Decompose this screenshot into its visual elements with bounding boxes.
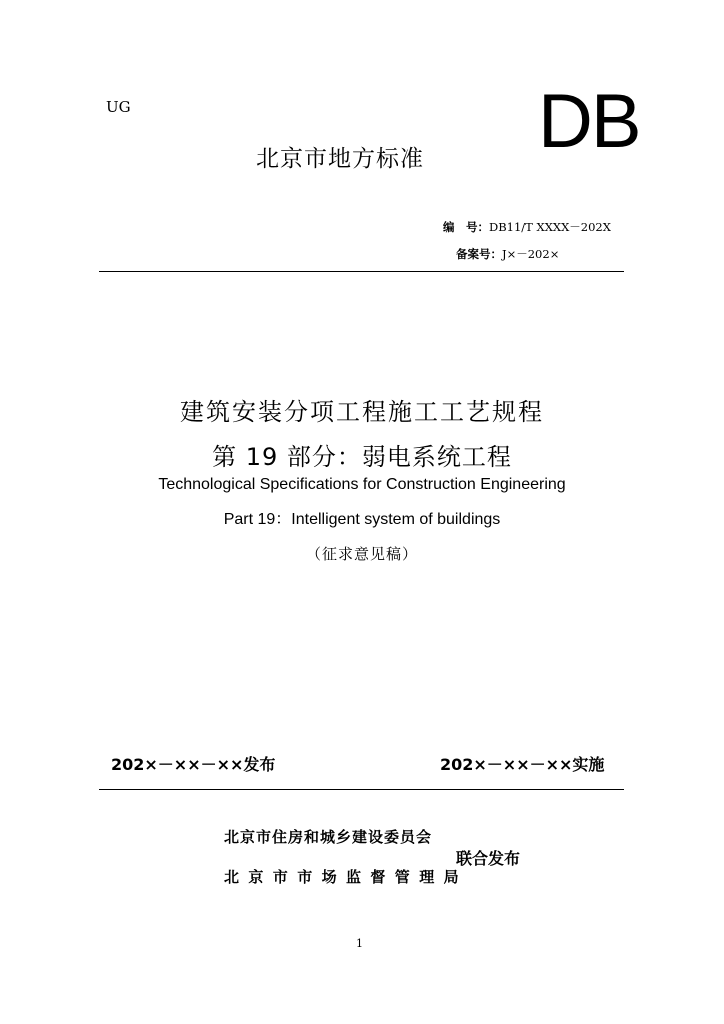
title-cn-line2: 第 19 部分：弱电系统工程	[212, 443, 512, 471]
standard-code-line	[443, 219, 611, 235]
issuer-market-regulation: 北京市市场监督管理局	[224, 868, 469, 886]
issue-date: 202×－××－××发布	[111, 755, 276, 774]
record-number-value: J×－202×	[502, 247, 560, 261]
record-number-line	[456, 246, 559, 262]
title-en-line1: Technological Specifications for Construction Engineering	[158, 476, 566, 493]
header-divider	[99, 271, 624, 272]
issuer-housing-commission: 北京市住房和城乡建设委员会	[224, 828, 433, 846]
title-cn-line1: 建筑安装分项工程施工工艺规程	[180, 398, 544, 426]
standard-type: 北京市地方标准	[256, 146, 424, 172]
standard-code-label: 编 号：	[443, 220, 489, 234]
joint-issue-label: 联合发布	[456, 849, 521, 868]
standard-code-value: DB11/T XXXX－202X	[489, 220, 611, 234]
page-number: 1	[356, 937, 363, 950]
record-number-label: 备案号：	[456, 247, 502, 261]
implement-date: 202×－××－××实施	[440, 755, 605, 774]
title-en-line2: Part 19：Intelligent system of buildings	[223, 511, 501, 528]
date-divider	[99, 789, 624, 790]
db-mark: DB	[538, 79, 640, 164]
ics-code: UG	[106, 98, 131, 116]
draft-note: （征求意见稿）	[305, 545, 418, 563]
